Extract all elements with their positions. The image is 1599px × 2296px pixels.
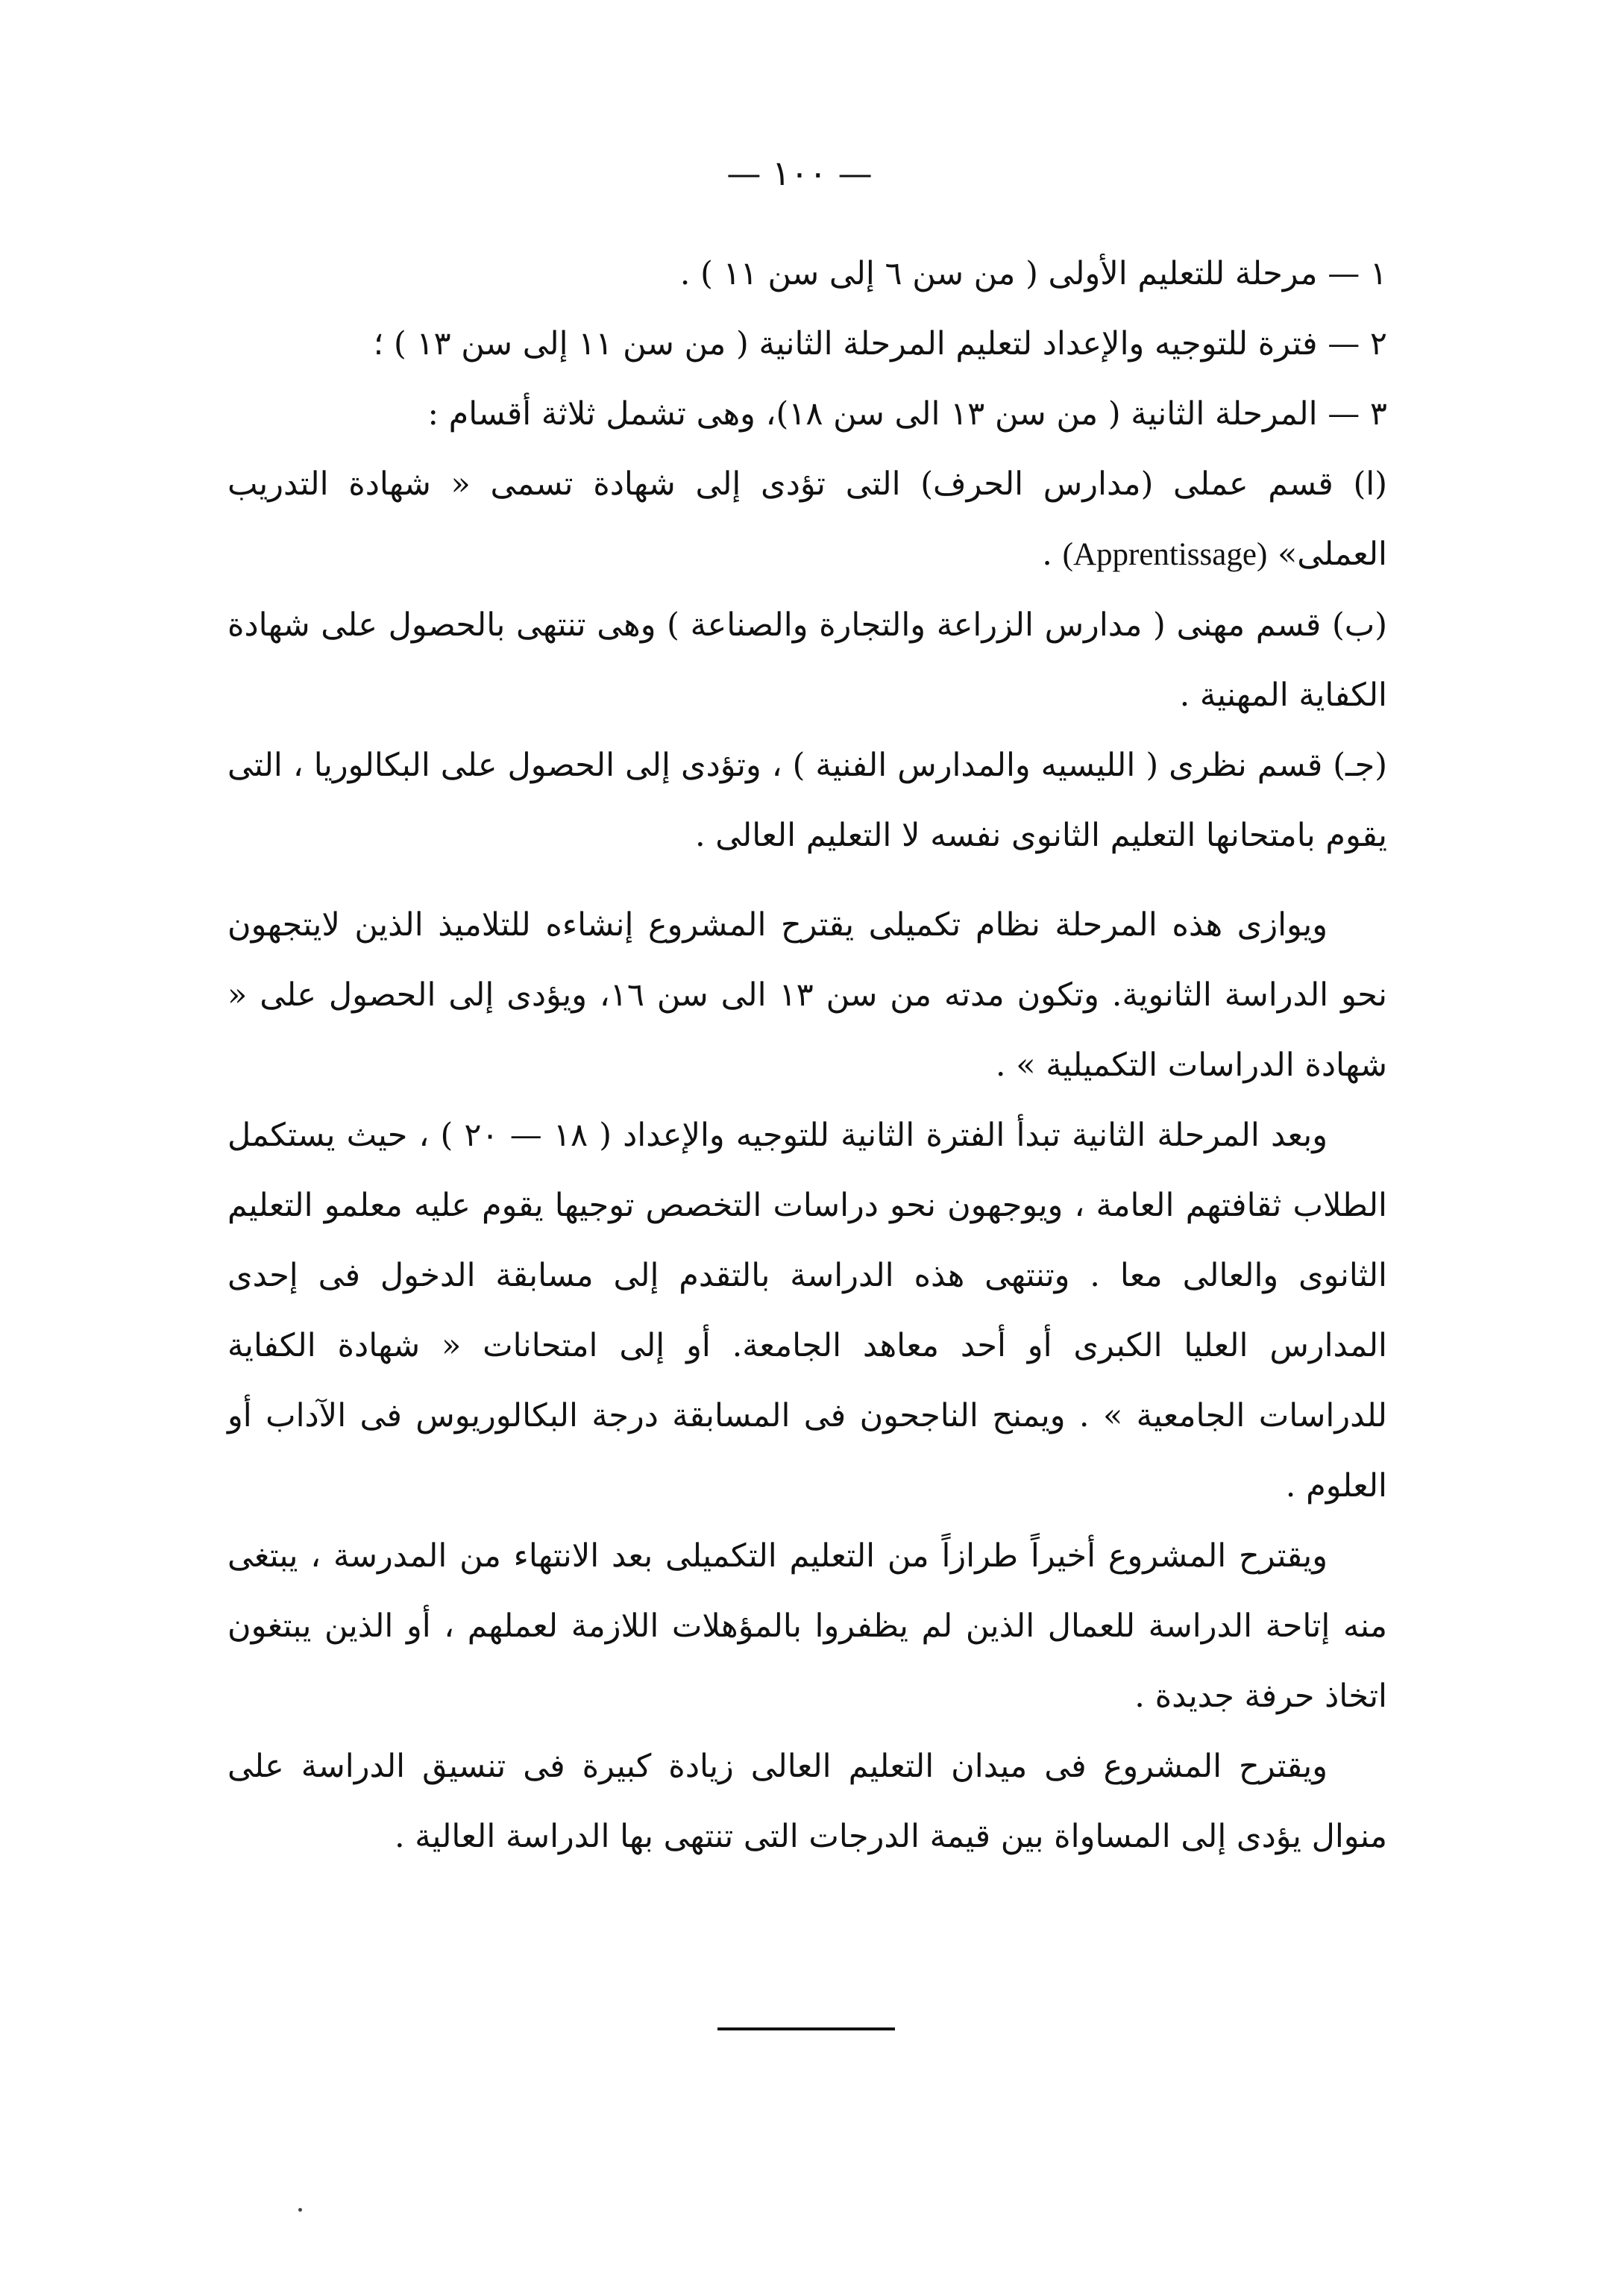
list-item-2: ٢ — فترة للتوجيه والإعداد لتعليم المرحلة الثانية ( من سن ١١ إلى سن ١٣ ) ؛ [373,325,1387,363]
list-item-3: ٣ — المرحلة الثانية ( من سن ١٣ الى سن ١٨)، وهى تشمل ثلاثة أقسام : [427,395,1387,433]
sub-item-c: (جـ) قسم نظرى ( الليسيه والمدارس الفنية ) ، وتؤدى إلى الحصول على البكالوريا ، التى يقوم بامتحانها التعليم الثانوى نفسه لا التعليم العالى . [227,747,1387,854]
page-body [227,239,1387,1872]
paragraph-3: ويقترح المشروع أخيراً طرازاً من التعليم التكميلى بعد الانتهاء من المدرسة ، يبتغى منه إتاحة الدراسة للعمال الذين لم يظفروا بالمؤهلات اللازمة لعملهم ، أو الذين يبتغون اتخاذ حرفة جديدة . [227,1537,1387,1715]
sub-item-a-latin-term: (Apprentissage) [1062,537,1268,572]
page-number: — ١٠٠ — [726,153,873,193]
paragraph-4: ويقترح المشروع فى ميدان التعليم العالى زيادة كبيرة فى تنسيق الدراسة على منوال يؤدى إلى المساواة بين قيمة الدرجات التى تنتهى بها الدراسة العالية . [227,1748,1387,1855]
sub-item-a-text: (ا) قسم عملى (مدارس الحرف) التى تؤدى إلى شهادة تسمى « شهادة التدريب العملى» [227,465,1387,573]
list-item-1: ١ — مرحلة للتعليم الأولى ( من سن ٦ إلى سن ١١ ) . [679,255,1387,292]
scan-speck [298,2208,302,2212]
paragraph-2: وبعد المرحلة الثانية تبدأ الفترة الثانية للتوجيه والإعداد ( ١٨ — ٢٠ ) ، حيث يستكمل الطلاب ثقافتهم العامة ، ويوجهون نحو دراسات التخصص توجيها يقوم عليه معلمو التعليم الثانوى والعالى معا . وتنتهى هذه الدراسة بالتقدم إلى مسابقة الدخول فى إحدى المدارس العليا الكبرى أو أحد معاهد الجامعة. أو إلى امتحانات « شهادة الكفاية للدراسات الجامعية » . ويمنح الناجحون فى المسابقة درجة البكالوريوس فى الآداب أو العلوم . [227,1117,1387,1505]
sub-item-a [227,449,1387,590]
sub-item-a-end: . [1042,536,1052,573]
paragraph-1: ويوازى هذه المرحلة نظام تكميلى يقترح المشروع إنشاءه للتلاميذ الذين لايتجهون نحو الدراسة الثانوية. وتكون مدته من سن ١٣ الى سن ١٦، ويؤدى إلى الحصول على « شهادة الدراسات التكميلية » . [227,906,1388,1084]
sub-item-b: (ب) قسم مهنى ( مدارس الزراعة والتجارة والصناعة ) وهى تنتهى بالحصول على شهادة الكفاية المهنية . [227,606,1387,714]
end-divider [717,2027,895,2030]
